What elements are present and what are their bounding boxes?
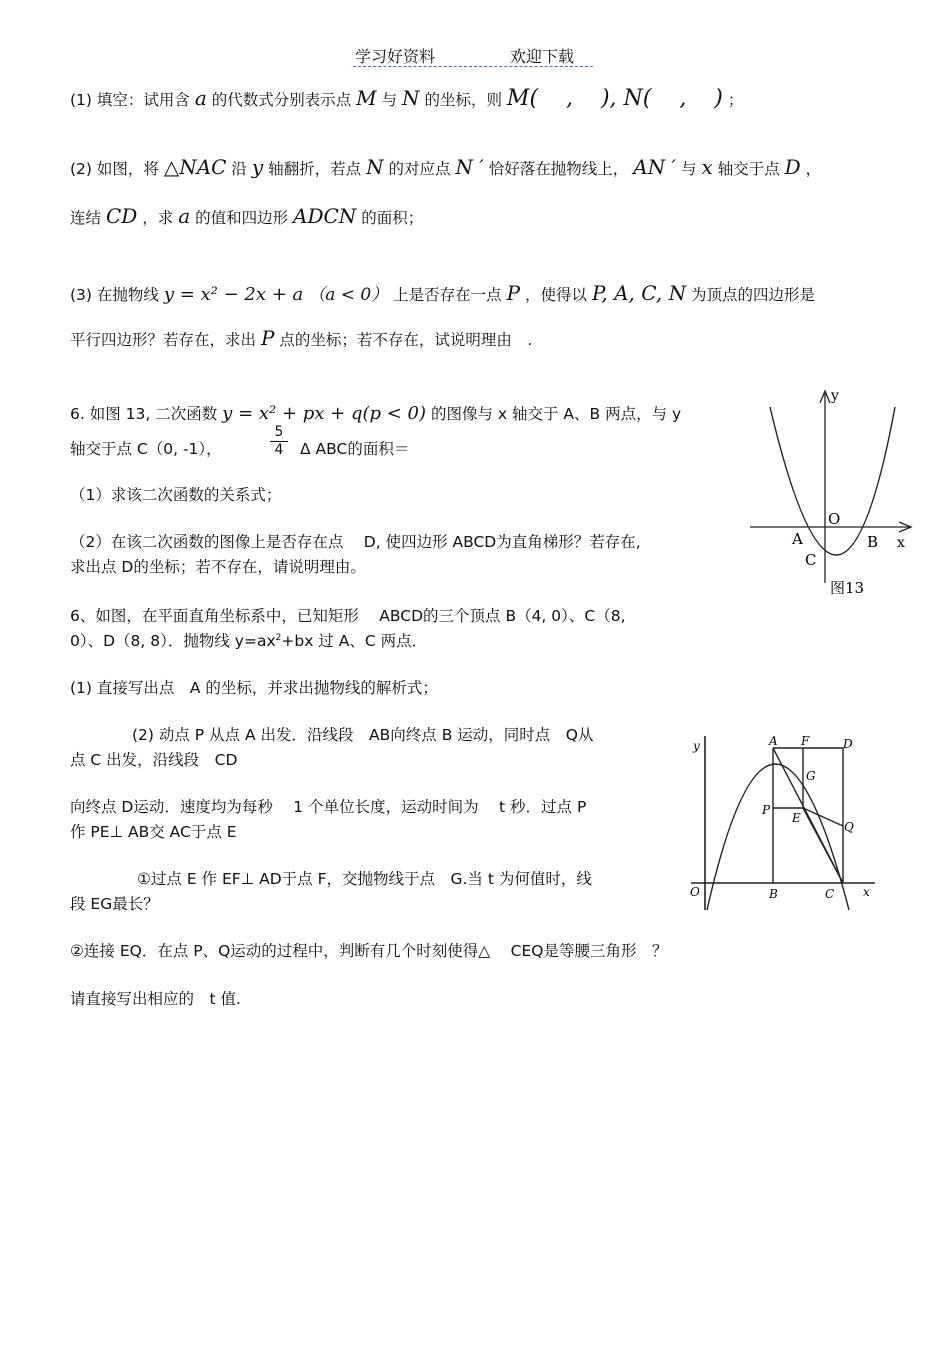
q2-var-d: D xyxy=(784,155,801,179)
q6b-sub2-line4: 作 PE⊥ AB交 AC于点 E xyxy=(70,823,237,841)
q2-var-y: y xyxy=(251,155,264,179)
q1-text-yu: 与 xyxy=(381,91,398,109)
header-underline xyxy=(353,66,593,67)
q2-text-10: ，求 xyxy=(142,209,174,227)
q2-var-n: N xyxy=(366,155,384,179)
q3-text-2: 上是否存在一点 xyxy=(393,286,502,304)
q2-text-6: 与 xyxy=(681,160,697,178)
q2-var-a: a xyxy=(178,204,191,228)
q2-text-4: 的对应点 xyxy=(388,160,451,178)
q6a-fraction xyxy=(270,424,288,459)
fraction-denominator: 4 xyxy=(270,441,288,459)
q1-text: (1) 填空：试用含 xyxy=(70,91,190,109)
q6a-sub1: （1）求该二次函数的关系式； xyxy=(70,486,282,504)
q6a-text-2: 的图像与 x 轴交于 A、B 两点，与 y xyxy=(430,405,682,423)
fig2-label-e: E xyxy=(792,811,801,825)
q3-var-p: P xyxy=(506,281,521,305)
q3-line2 xyxy=(70,326,532,350)
header-left: 学习好资料 xyxy=(355,47,436,66)
fig2-label-p: P xyxy=(762,803,771,817)
q6b-part1-line1: ①过点 E 作 EF⊥ AD于点 F，交抛物线于点 G.当 t 为何值时，线 xyxy=(137,870,592,888)
fig13-label-a: A xyxy=(792,530,803,548)
fig13-label-x: x xyxy=(897,535,905,551)
q3-text-4: 为顶点的四边形是 xyxy=(691,286,816,304)
q3-text-5: 平行四边形？若存在，求出 xyxy=(70,331,257,349)
q1-text-mid2: 的坐标，则 xyxy=(424,91,502,109)
q2-triangle: △NAC xyxy=(163,155,227,179)
q6a-sub2-line2: 求出点 D的坐标；若不存在，请说明理由。 xyxy=(70,558,366,576)
q6a-sub2-line1: （2）在该二次函数的图像上是否存在点 D, 使四边形 ABCD为直角梯形？若存在, xyxy=(70,533,641,551)
figure-13 xyxy=(745,385,920,605)
q1-var-m: M xyxy=(356,86,377,110)
q6a-area-text: Δ ABC的面积＝ xyxy=(300,440,410,458)
q6b-sub2-line1: (2) 动点 P 从点 A 出发．沿线段 AB向终点 B 运动，同时点 Q从 xyxy=(132,726,594,744)
fig13-label-c: C xyxy=(805,551,817,569)
q2-text-9: 连结 xyxy=(70,209,102,227)
fig13-label-o: O xyxy=(828,510,841,528)
q6b-text-2: +bx 过 A、C 两点． xyxy=(281,632,428,650)
fig2-label-c: C xyxy=(825,887,835,901)
fig2-label-b: B xyxy=(769,887,778,901)
q1-line xyxy=(70,86,743,111)
q1-text-mid: 的代数式分别表示点 xyxy=(211,91,352,109)
fig13-label-y: y xyxy=(831,388,839,404)
q6b-sub2-line2: 点 C 出发，沿线段 CD xyxy=(70,751,238,769)
fig2-label-o: O xyxy=(690,885,700,899)
q1-end: ； xyxy=(727,91,744,109)
q3-condition: （a < 0） xyxy=(308,285,389,305)
q6b-sub1: (1) 直接写出点 A 的坐标，并求出抛物线的解析式； xyxy=(70,679,438,697)
q3-line1 xyxy=(70,280,815,305)
q6b-line1: 6、如图，在平面直角坐标系中，已知矩形 ABCD的三个顶点 B（4, 0）、C（8, xyxy=(70,607,626,625)
q6a-line2 xyxy=(70,437,222,459)
q2-var-nprime: N ′ xyxy=(455,155,484,179)
q2-text-2: 沿 xyxy=(231,160,247,178)
q6b-part2-line1: ②连接 EQ．在点 P、Q运动的过程中，判断有几个时刻使得△ CEQ是等腰三角形 ？ xyxy=(70,942,668,960)
q6a-text-1: 6. 如图 13, 二次函数 xyxy=(70,405,218,423)
q2-var-adcn: ADCN xyxy=(293,204,357,228)
q1-blanks: M( , ), N( , ) xyxy=(506,86,723,111)
fig2-label-a: A xyxy=(769,734,778,748)
q2-line2 xyxy=(70,204,423,228)
q6a-line1 xyxy=(70,402,681,424)
q2-var-x: x xyxy=(701,155,713,179)
fraction-numerator: 5 xyxy=(274,424,284,440)
q2-text-7: 轴交于点 xyxy=(717,160,780,178)
q3-var-p2: P xyxy=(260,326,275,350)
q1-var-n: N xyxy=(402,86,420,110)
q3-points: P, A, C, N xyxy=(591,281,687,305)
fig2-label-f: F xyxy=(801,734,810,748)
figure-rectangle-parabola xyxy=(685,728,890,918)
q2-text-1: (2) 如图，将 xyxy=(70,160,159,178)
q3-text-3: ，使得以 xyxy=(525,286,588,304)
q2-text-3: 轴翻折，若点 xyxy=(268,160,362,178)
q2-var-cd: CD xyxy=(105,204,138,228)
q2-text-11: 的值和四边形 xyxy=(195,209,289,227)
q6b-superscript: 2 xyxy=(275,632,282,643)
q6b-sub2-line3: 向终点 D运动．速度均为每秒 1 个单位长度，运动时间为 t 秒．过点 P xyxy=(70,798,587,816)
fig13-label-b: B xyxy=(867,533,879,551)
q6a-equation: y = x² + px + q(p < 0) xyxy=(222,403,427,424)
q6a-text-3: 轴交于点 C（0, -1）， xyxy=(70,440,222,458)
fig2-label-g: G xyxy=(806,769,816,783)
q2-line1 xyxy=(70,155,821,179)
q2-text-5: 恰好落在抛物线上， xyxy=(488,160,629,178)
q6b-text-1: 0）、D（8, 8）．抛物线 y=ax xyxy=(70,632,276,650)
q3-text-6: 点的坐标；若不存在，试说明理由 . xyxy=(279,331,533,349)
q3-text-1: (3) 在抛物线 xyxy=(70,286,159,304)
q2-text-12: 的面积； xyxy=(361,209,424,227)
fig2-label-d: D xyxy=(843,737,853,751)
fig2-label-x: x xyxy=(863,885,870,899)
q6b-part1-line2: 段 EG最长？ xyxy=(70,895,159,913)
fig2-label-q: Q xyxy=(844,820,854,834)
page-header xyxy=(355,44,574,67)
q6b-part2-line2: 请直接写出相应的 t 值. xyxy=(70,990,241,1008)
q6b-line2 xyxy=(70,629,427,651)
header-right: 欢迎下载 xyxy=(510,47,575,66)
q2-text-8: ， xyxy=(805,160,822,178)
fig2-label-y: y xyxy=(693,739,700,753)
fig13-caption: 图13 xyxy=(830,579,865,597)
q3-equation: y = x² − 2x + a xyxy=(163,284,304,305)
fig2-line-ec xyxy=(803,808,843,883)
q2-var-anprime: AN ′ xyxy=(633,155,677,179)
q1-var-a: a xyxy=(194,86,207,110)
